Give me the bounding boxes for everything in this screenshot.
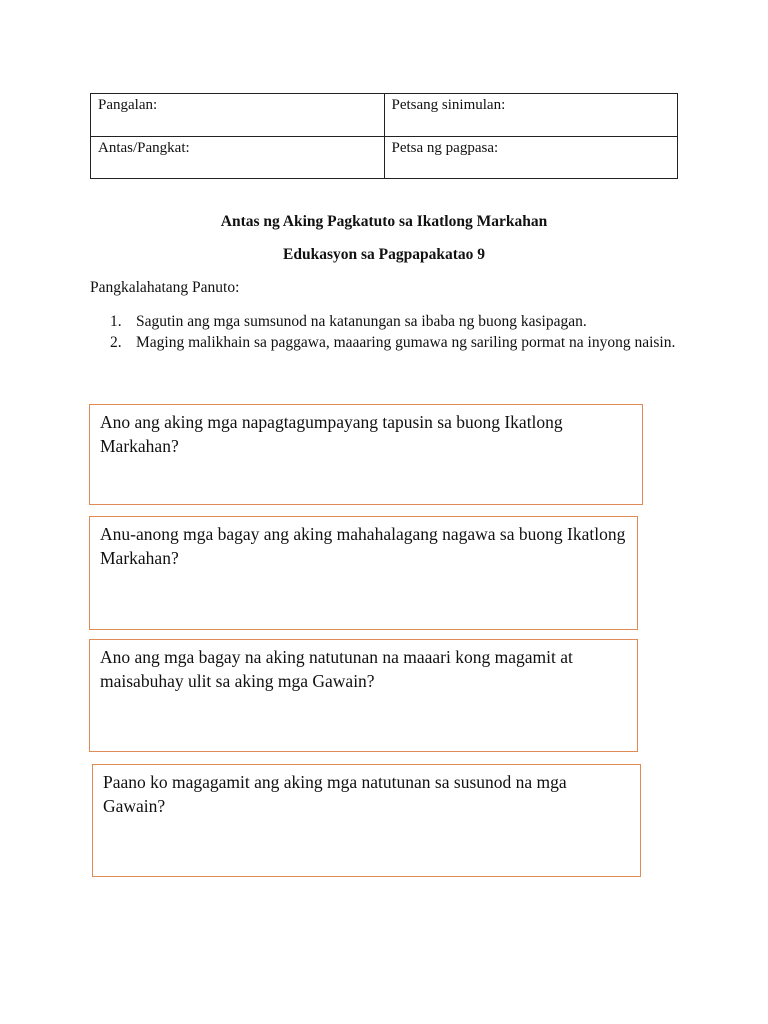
question-box-2[interactable] [89, 516, 638, 630]
level-section-field[interactable] [91, 136, 385, 179]
level-section-label: Antas/Pangkat: [98, 139, 190, 156]
question-text: Paano ko magagamit ang aking mga natutunan sa susunod na mga Gawain? [103, 772, 567, 816]
instruction-number: 2. [110, 333, 122, 351]
instruction-text: Sagutin ang mga sumsunod na katanungan sa ibaba ng buong kasipagan. [136, 313, 587, 330]
name-field[interactable] [91, 94, 385, 137]
instructions-list [110, 312, 678, 353]
question-text: Ano ang aking mga napagtagumpayang tapusin sa buong Ikatlong Markahan? [100, 412, 563, 456]
instructions-heading: Pangkalahatang Panuto: [90, 279, 240, 296]
instruction-item [110, 333, 678, 354]
document-title: Antas ng Aking Pagkatuto sa Ikatlong Markahan [220, 213, 548, 230]
instruction-number: 1. [110, 313, 122, 330]
question-box-1[interactable] [89, 404, 643, 505]
instruction-text: Maging malikhain sa paggawa, maaaring gumawa ng sariling pormat na inyong naisin. [136, 333, 676, 351]
question-text: Ano ang mga bagay na aking natutunan na maaari kong magamit at maisabuhay ulit sa aking mga Gawain? [100, 647, 573, 691]
instruction-item [110, 312, 678, 333]
submit-date-label: Petsa ng pagpasa: [391, 139, 499, 156]
question-box-4[interactable] [92, 764, 641, 877]
start-date-field[interactable] [384, 94, 678, 137]
table-row [91, 136, 678, 179]
table-row [91, 94, 678, 137]
student-info-table [90, 93, 678, 179]
name-label: Pangalan: [98, 97, 158, 113]
question-box-3[interactable] [89, 639, 638, 752]
submit-date-field[interactable] [384, 136, 678, 179]
question-text: Anu-anong mga bagay ang aking mahahalagang nagawa sa buong Ikatlong Markahan? [100, 524, 626, 568]
document-subtitle: Edukasyon sa Pagpapakatao 9 [283, 246, 485, 263]
start-date-label: Petsang sinimulan: [391, 97, 506, 113]
